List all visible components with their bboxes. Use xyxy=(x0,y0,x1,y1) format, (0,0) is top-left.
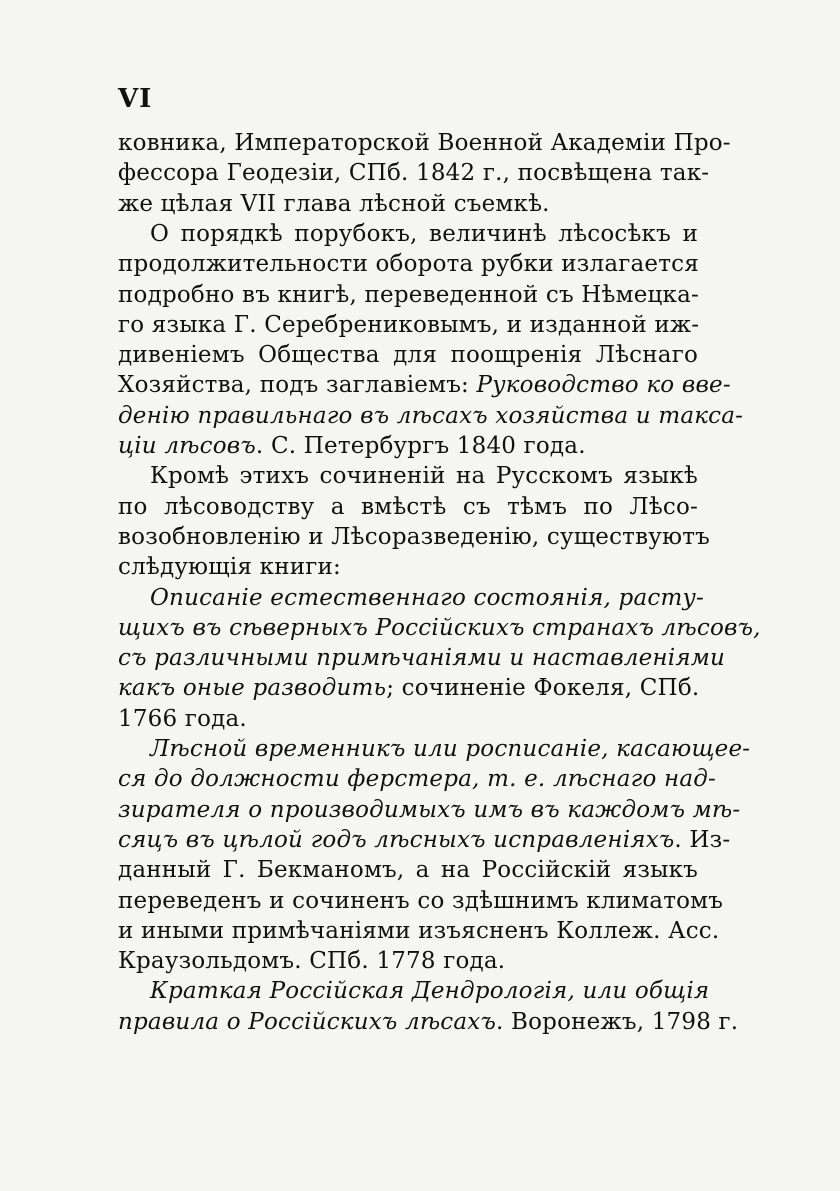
text-line xyxy=(118,825,731,855)
text-run: го языка Г. Серебрениковымъ, и изданной иж- xyxy=(118,311,700,338)
text-line xyxy=(118,946,698,976)
text-run: фессора Геодезіи, СПб. 1842 г., посвѣщена так- xyxy=(118,160,710,187)
italic-text-run: зирателя о производимыхъ имъ въ каждомъ мѣ- xyxy=(118,796,741,823)
text-run: переведенъ и сочиненъ со здѣшнимъ климатомъ xyxy=(118,887,724,914)
text-line xyxy=(118,522,710,552)
text-run: Кромѣ этихъ сочиненій на Русскомъ языкѣ xyxy=(150,463,698,490)
italic-text-run: Лѣсной временникъ или росписаніе, касающее- xyxy=(150,736,751,762)
text-line xyxy=(118,128,731,158)
text-run: . Воронежъ, 1798 г. xyxy=(496,1008,739,1035)
text-line xyxy=(118,189,698,219)
text-run: . С. Петербургъ 1840 года. xyxy=(255,433,586,459)
text-run: ; сочиненіе Фокеля, СПб. xyxy=(386,675,700,702)
text-line xyxy=(118,1007,739,1037)
italic-text-run: щихъ въ сѣверныхъ Россійскихъ странахъ лѣсовъ, xyxy=(118,614,761,641)
text-run: Краузольдомъ. СПб. 1778 года. xyxy=(118,948,506,975)
text-line xyxy=(150,219,698,249)
text-run: ковника, Императорской Военной Академіи Про- xyxy=(118,130,731,156)
italic-text-run: какъ оные разводить xyxy=(118,675,387,702)
text-run: дивеніемъ Общества для поощренія Лѣснаго xyxy=(118,342,698,369)
italic-text-run: Руководство ко вве- xyxy=(476,372,731,399)
italic-text-run: правила о Россійскихъ лѣсахъ xyxy=(118,1008,497,1035)
italic-text-run: съ различными примѣчаніями и наставленіями xyxy=(118,645,726,672)
text-run: подробно въ книгѣ, переведенной съ Нѣмецка- xyxy=(118,281,699,308)
text-line xyxy=(118,795,741,825)
text-line xyxy=(118,280,698,310)
text-run: возобновленію и Лѣсоразведенію, существуютъ xyxy=(118,523,710,550)
text-line xyxy=(118,370,731,400)
text-line xyxy=(118,643,726,673)
text-run: 1766 года. xyxy=(118,705,247,732)
text-line xyxy=(118,764,717,794)
text-line xyxy=(150,461,698,491)
text-run: О порядкѣ порубокъ, величинѣ лѣсосѣкъ и xyxy=(150,220,698,247)
italic-text-run: денію правильнаго въ лѣсахъ хозяйства и такса- xyxy=(118,402,744,429)
page-number: VI xyxy=(118,84,153,114)
text-run: и иными примѣчаніями изъясненъ Коллеж. Асс. xyxy=(118,917,720,944)
text-line xyxy=(118,552,698,582)
text-line xyxy=(118,431,698,461)
text-run: слѣдующія книги: xyxy=(118,554,342,581)
italic-text-run: ся до должности ферстера, т. е. лѣснаго над- xyxy=(118,766,717,793)
text-line xyxy=(118,310,698,340)
text-line xyxy=(118,916,720,946)
text-line xyxy=(118,249,698,279)
text-line xyxy=(118,886,724,916)
text-line xyxy=(118,673,698,703)
text-line xyxy=(118,855,698,885)
text-line xyxy=(118,158,710,188)
text-line xyxy=(150,734,751,764)
text-run: продолжительности оборота рубки излагается xyxy=(118,251,699,278)
text-line xyxy=(118,704,698,734)
text-line xyxy=(118,492,698,522)
italic-text-run: Краткая Россійская Дендрологія, или общія xyxy=(150,978,710,1005)
text-run: по лѣсоводству а вмѣстѣ съ тѣмъ по Лѣсо- xyxy=(118,493,698,520)
italic-text-run: ціи лѣсовъ xyxy=(118,433,256,459)
text-run: данный Г. Бекманомъ, а на Россійскій языкъ xyxy=(118,857,698,884)
italic-text-run: сяцъ въ цѣлой годъ лѣсныхъ исправленіяхъ xyxy=(118,826,675,853)
text-line xyxy=(118,613,761,643)
italic-text-run: Описаніе естественнаго состоянія, расту- xyxy=(150,584,704,611)
text-run: Хозяйства, подъ заглавіемъ: xyxy=(118,372,477,399)
text-run: же цѣлая VII глава лѣсной съемкѣ. xyxy=(118,190,550,217)
text-line xyxy=(118,340,698,370)
text-line xyxy=(150,583,704,613)
text-run: . Из- xyxy=(674,826,731,853)
text-line xyxy=(150,976,710,1006)
text-line xyxy=(118,401,744,431)
